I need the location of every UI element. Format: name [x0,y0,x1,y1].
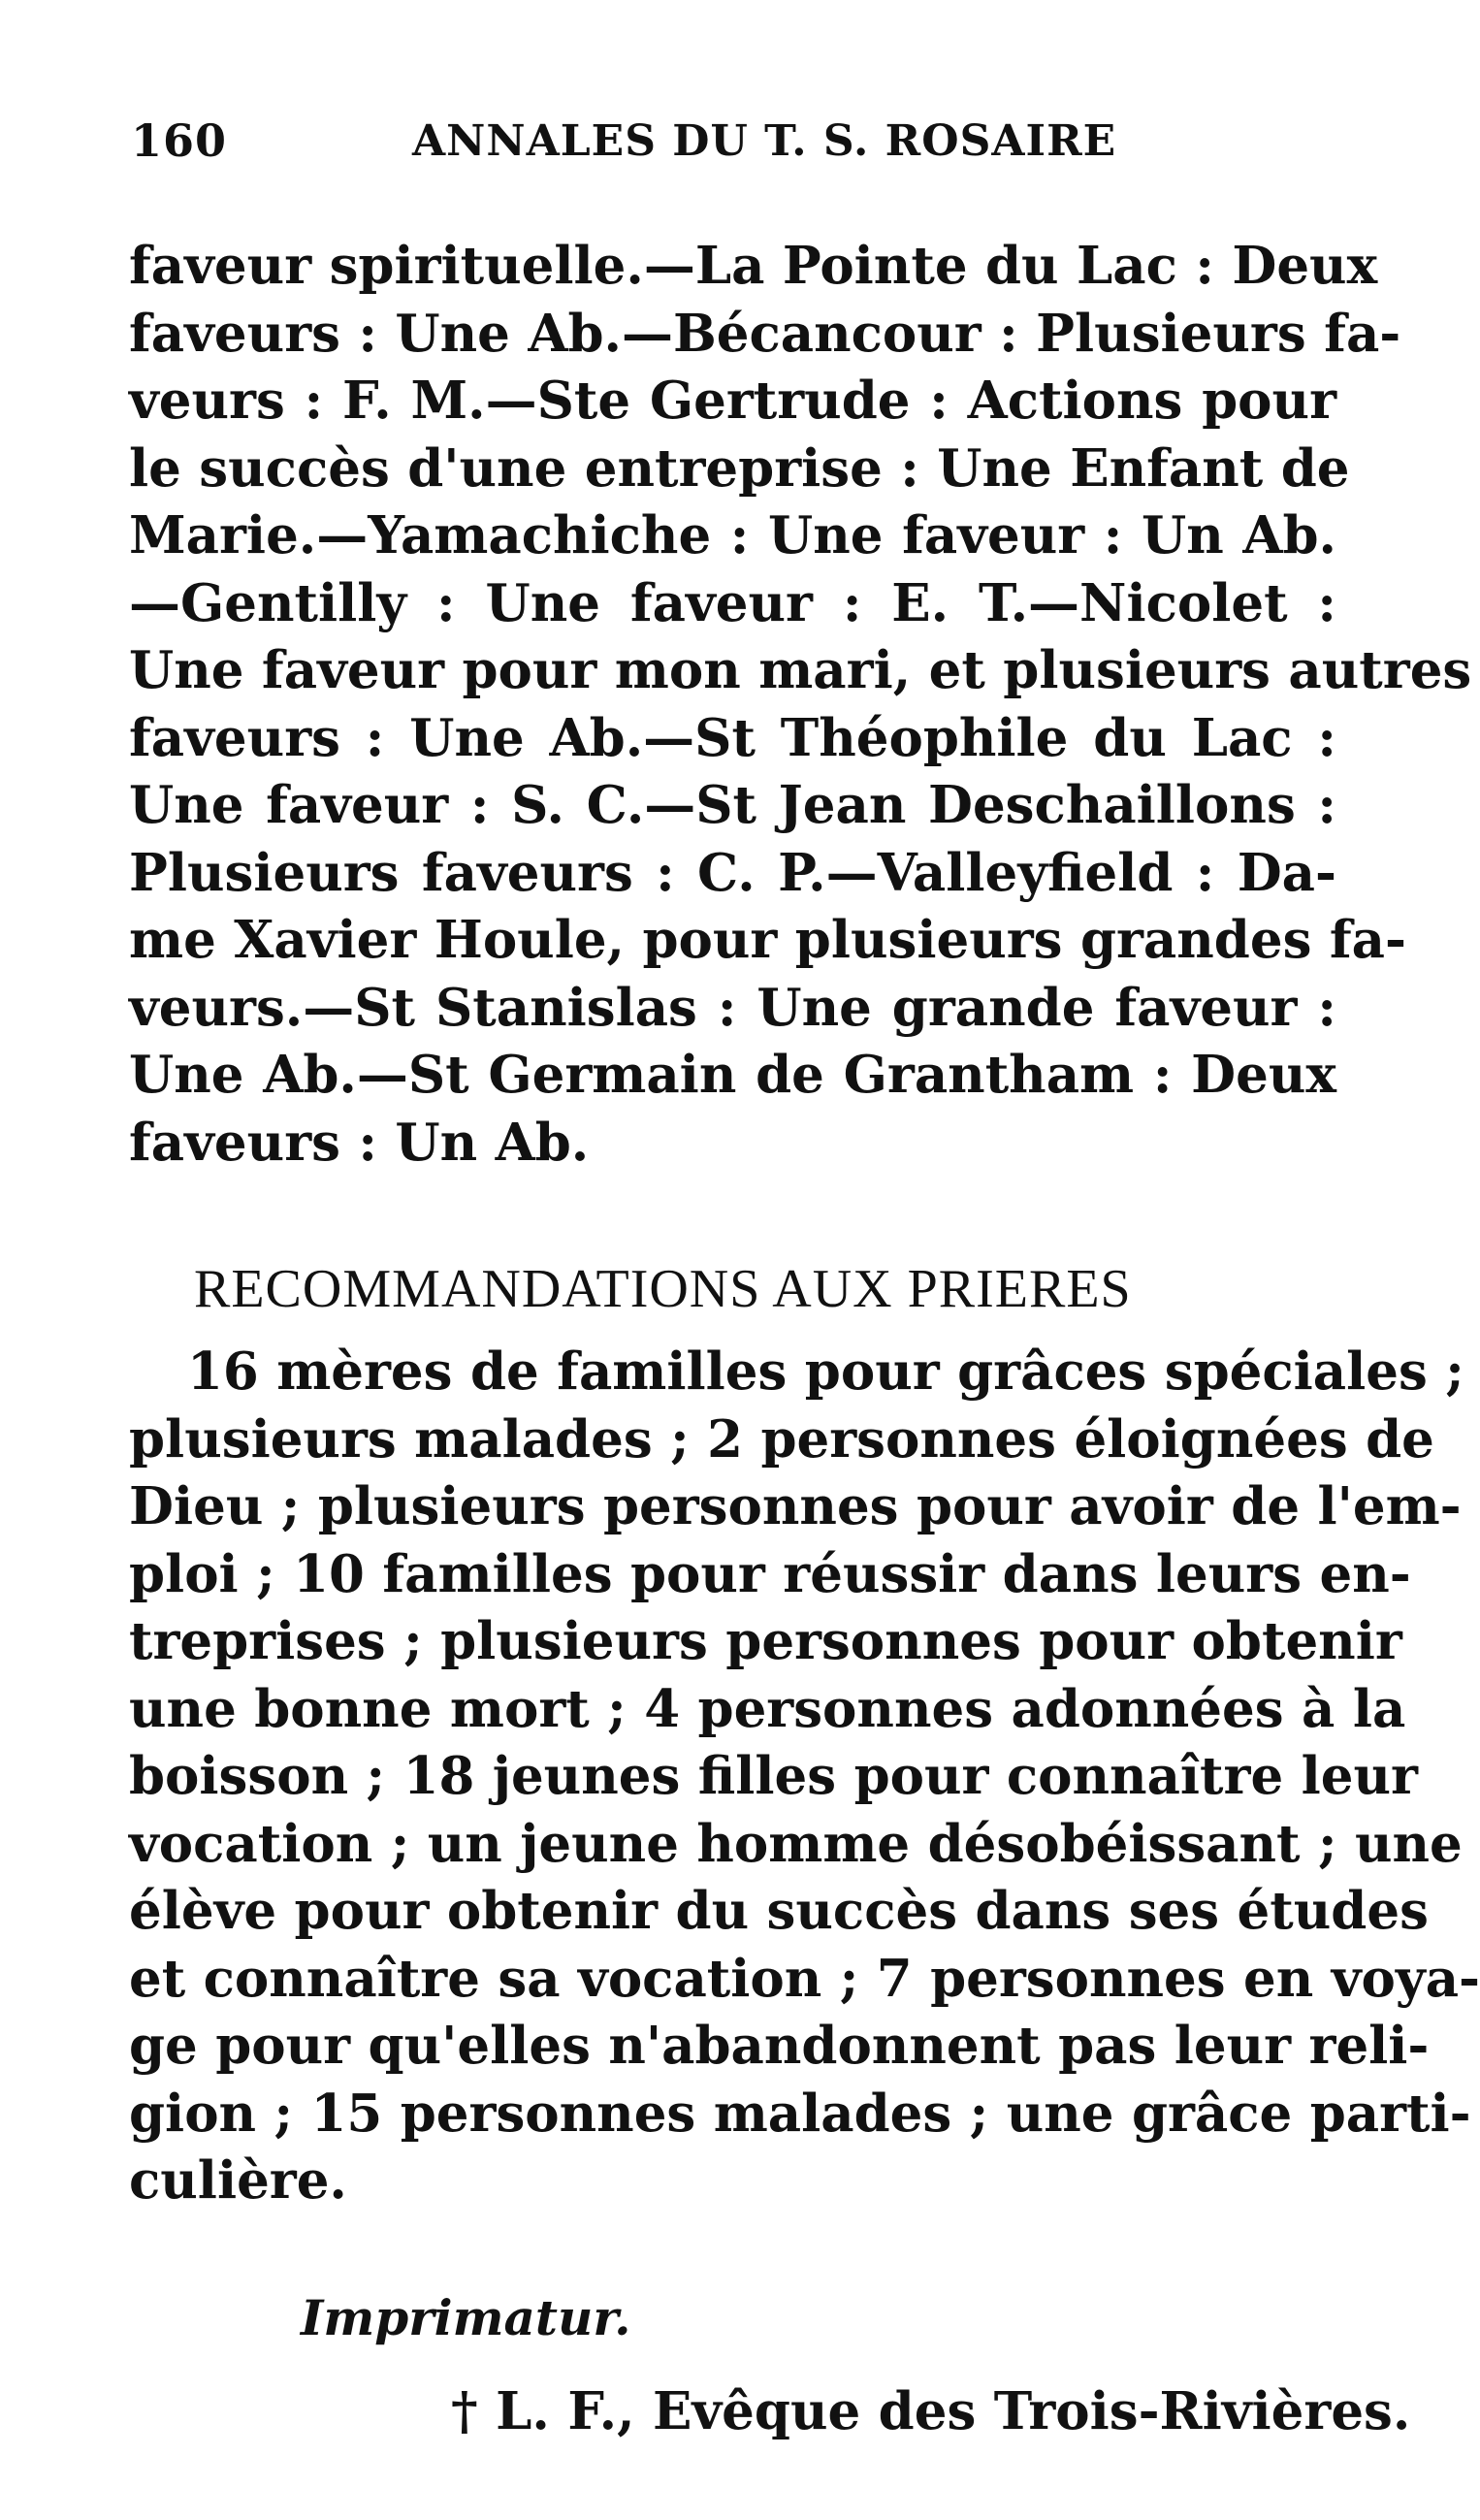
running-title: ANNALES DU T. S. ROSAIRE [412,116,1117,166]
recommandations-paragraph [129,1339,1480,2215]
text-line: Marie.—Yamachiche : Une faveur : Un Ab. [129,505,1336,565]
text-line: Une Ab.—St Germain de Grantham : Deux [129,1045,1336,1105]
bishop-signature: † L. F., Evêque des Trois-Rivières. [451,2381,1411,2441]
text-line: ploi ; 10 familles pour réussir dans leurs en- [129,1543,1411,1604]
page-header [131,114,1334,182]
imprimatur: Imprimatur. [301,2289,631,2346]
text-line: vocation ; un jeune homme désobéissant ; une [129,1813,1463,1874]
text-line: faveurs : Un Ab. [129,1112,590,1173]
text-line: ge pour qu'elles n'abandonnent pas leur reli- [129,2016,1430,2076]
text-line: veurs : F. M.—Ste Gertrude : Actions pour [129,371,1336,431]
section-title: RECOMMANDATIONS AUX PRIERES [194,1259,1132,1319]
text-line: boisson ; 18 jeunes filles pour connaître leur [129,1746,1418,1806]
text-line: faveurs : Une Ab.—Bécancour : Plusieurs fa- [129,303,1401,364]
text-line: une bonne mort ; 4 personnes adonnées à la [129,1678,1406,1739]
text-line: plusieurs malades ; 2 personnes éloignées de [129,1408,1434,1470]
text-line: —Gentilly : Une faveur : E. T.—Nicolet : [129,572,1336,633]
text-line: Dieu ; plusieurs personnes pour avoir de l'em- [129,1476,1462,1536]
text-line: Une faveur pour mon mari, et plusieurs autres [129,640,1472,700]
text-line: et connaître sa vocation ; 7 personnes en voya- [129,1948,1480,2009]
text-line: culière. [129,2150,347,2211]
text-line: me Xavier Houle, pour plusieurs grandes fa- [129,910,1407,970]
text-line: faveurs : Une Ab.—St Théophile du Lac : [129,707,1336,768]
text-line: 16 mères de familles pour grâces spéciales ; [187,1341,1464,1402]
text-line: faveur spirituelle.—La Pointe du Lac : Deux [129,236,1378,296]
text-line: élève pour obtenir du succès dans ses études [129,1881,1429,1941]
text-line: veurs.—St Stanislas : Une grande faveur : [129,977,1336,1038]
text-line: Une faveur : S. C.—St Jean Deschaillons : [129,775,1336,835]
text-line: le succès d'une entreprise : Une Enfant de [129,437,1350,499]
text-line: Plusieurs faveurs : C. P.—Valleyfield : Da- [129,842,1336,903]
page-number: 160 [131,114,228,167]
faveurs-paragraph [129,233,1472,1177]
text-line: treprises ; plusieurs personnes pour obtenir [129,1611,1402,1671]
text-line: gion ; 15 personnes malades ; une grâce parti- [129,2083,1471,2144]
